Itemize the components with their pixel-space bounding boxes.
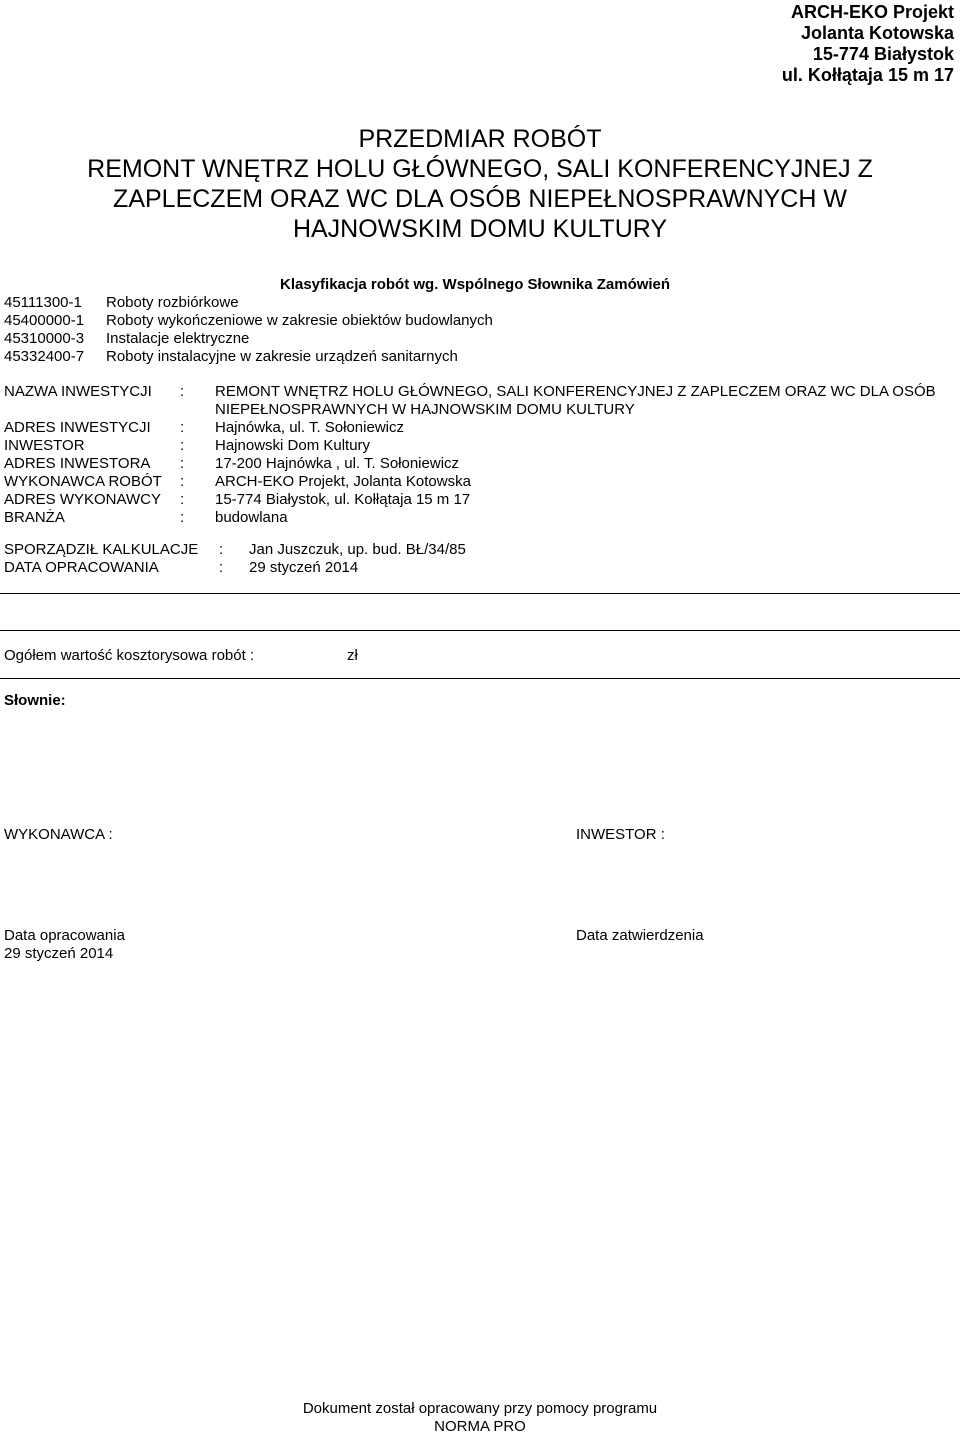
divider-line [0,678,960,679]
approved-date [576,927,704,945]
investment-label: ADRES INWESTORA [4,455,151,472]
approved-date-label: Data zatwierdzenia [576,927,704,944]
calculation-date-value: 29 styczeń 2014 [249,559,359,576]
prepared-date-value: 29 styczeń 2014 [4,945,114,962]
investment-value: Hajnówka, ul. T. Sołoniewicz [215,419,404,436]
investment-row [4,437,940,455]
investment-value: budowlana [215,509,288,526]
classification-code: 45111300-1 [4,294,82,311]
investor-signature-label: INWESTOR : [576,826,665,843]
company-city: 15-774 Białystok [812,44,954,64]
investment-colon: : [180,455,185,472]
prepared-date-label: Data opracowania [4,927,125,944]
total-value-row [4,647,358,664]
footer-line-2: NORMA PRO [434,1418,526,1435]
calculation-author-value: Jan Juszczuk, up. bud. BŁ/34/85 [249,541,466,558]
investment-colon: : [180,491,185,508]
classification-code: 45310000-3 [4,330,85,347]
investment-value: 17-200 Hajnówka , ul. T. Sołoniewicz [215,455,460,472]
calculation-date-label: DATA OPRACOWANIA [4,559,159,576]
investment-row [4,491,940,509]
investment-colon: : [180,419,185,436]
classification-item [4,348,493,366]
investment-label: ADRES INWESTYCJI [4,419,151,436]
total-currency: zł [347,647,358,664]
divider-line [0,593,960,594]
classification-heading: Klasyfikacja robót wg. Wspólnego Słownika Zamówień [280,276,671,293]
investment-value: 15-774 Białystok, ul. Kołłątaja 15 m 17 [215,491,471,508]
investment-label: BRANŻA [4,509,65,526]
calculation-colon: : [219,541,224,558]
investment-row [4,419,940,437]
classification-desc: Roboty wykończeniowe w zakresie obiektów budowlanych [106,312,493,329]
title-line-2: REMONT WNĘTRZ HOLU GŁÓWNEGO, SALI KONFERENCYJNEJ Z [87,155,873,183]
investment-info [4,383,940,527]
investment-row [4,455,940,473]
calculation-colon: : [219,559,224,576]
classification-desc: Roboty instalacyjne w zakresie urządzeń sanitarnych [106,348,458,365]
investment-colon: : [180,509,185,526]
investment-colon: : [180,383,185,400]
classification-item [4,294,493,312]
classification-desc: Roboty rozbiórkowe [106,294,239,311]
investment-row [4,509,940,527]
investment-value: ARCH-EKO Projekt, Jolanta Kotowska [215,473,471,490]
investment-label: NAZWA INWESTYCJI [4,383,152,400]
company-street: ul. Kołłątaja 15 m 17 [781,65,954,85]
investment-colon: : [180,437,185,454]
classification-item [4,312,493,330]
investment-value: REMONT WNĘTRZ HOLU GŁÓWNEGO, SALI KONFERENCYJNEJ Z ZAPLECZEM ORAZ WC DLA OSÓB NIEPEŁNOSPRAWNYCH W HAJNOWSKIM DOMU KULTURY [215,383,936,418]
calculation-info [4,541,466,577]
classification-list [4,294,493,366]
title-line-1: PRZEDMIAR ROBÓT [358,125,602,153]
company-header [782,2,954,86]
investment-row [4,473,940,491]
investment-colon: : [180,473,185,490]
company-owner: Jolanta Kotowska [800,23,954,43]
classification-code: 45400000-1 [4,312,85,329]
footer-line-1: Dokument został opracowany przy pomocy programu [302,1400,658,1417]
classification-item [4,330,493,348]
investment-value: Hajnowski Dom Kultury [215,437,371,454]
calculation-date-row [4,559,466,577]
investment-label: WYKONAWCA ROBÓT [4,473,162,490]
classification-desc: Instalacje elektryczne [106,330,250,347]
divider-line [0,630,960,631]
title-line-4: HAJNOWSKIM DOMU KULTURY [292,215,668,243]
total-value-label: Ogółem wartość kosztorysowa robót : [4,647,255,664]
calculation-author-label: SPORZĄDZIŁ KALKULACJE [4,541,199,558]
in-words-label: Słownie: [4,692,66,709]
investment-row [4,383,940,419]
investment-label: ADRES WYKONAWCY [4,491,161,508]
investment-label: INWESTOR [4,437,85,454]
classification-code: 45332400-7 [4,348,85,365]
title-line-3: ZAPLECZEM ORAZ WC DLA OSÓB NIEPEŁNOSPRAWNYCH W [113,185,847,213]
prepared-date [4,927,125,963]
company-name: ARCH-EKO Projekt [790,2,954,22]
contractor-signature-label: WYKONAWCA : [4,826,113,843]
footer [0,1400,960,1436]
calculation-author-row [4,541,466,559]
document-title [0,124,960,244]
